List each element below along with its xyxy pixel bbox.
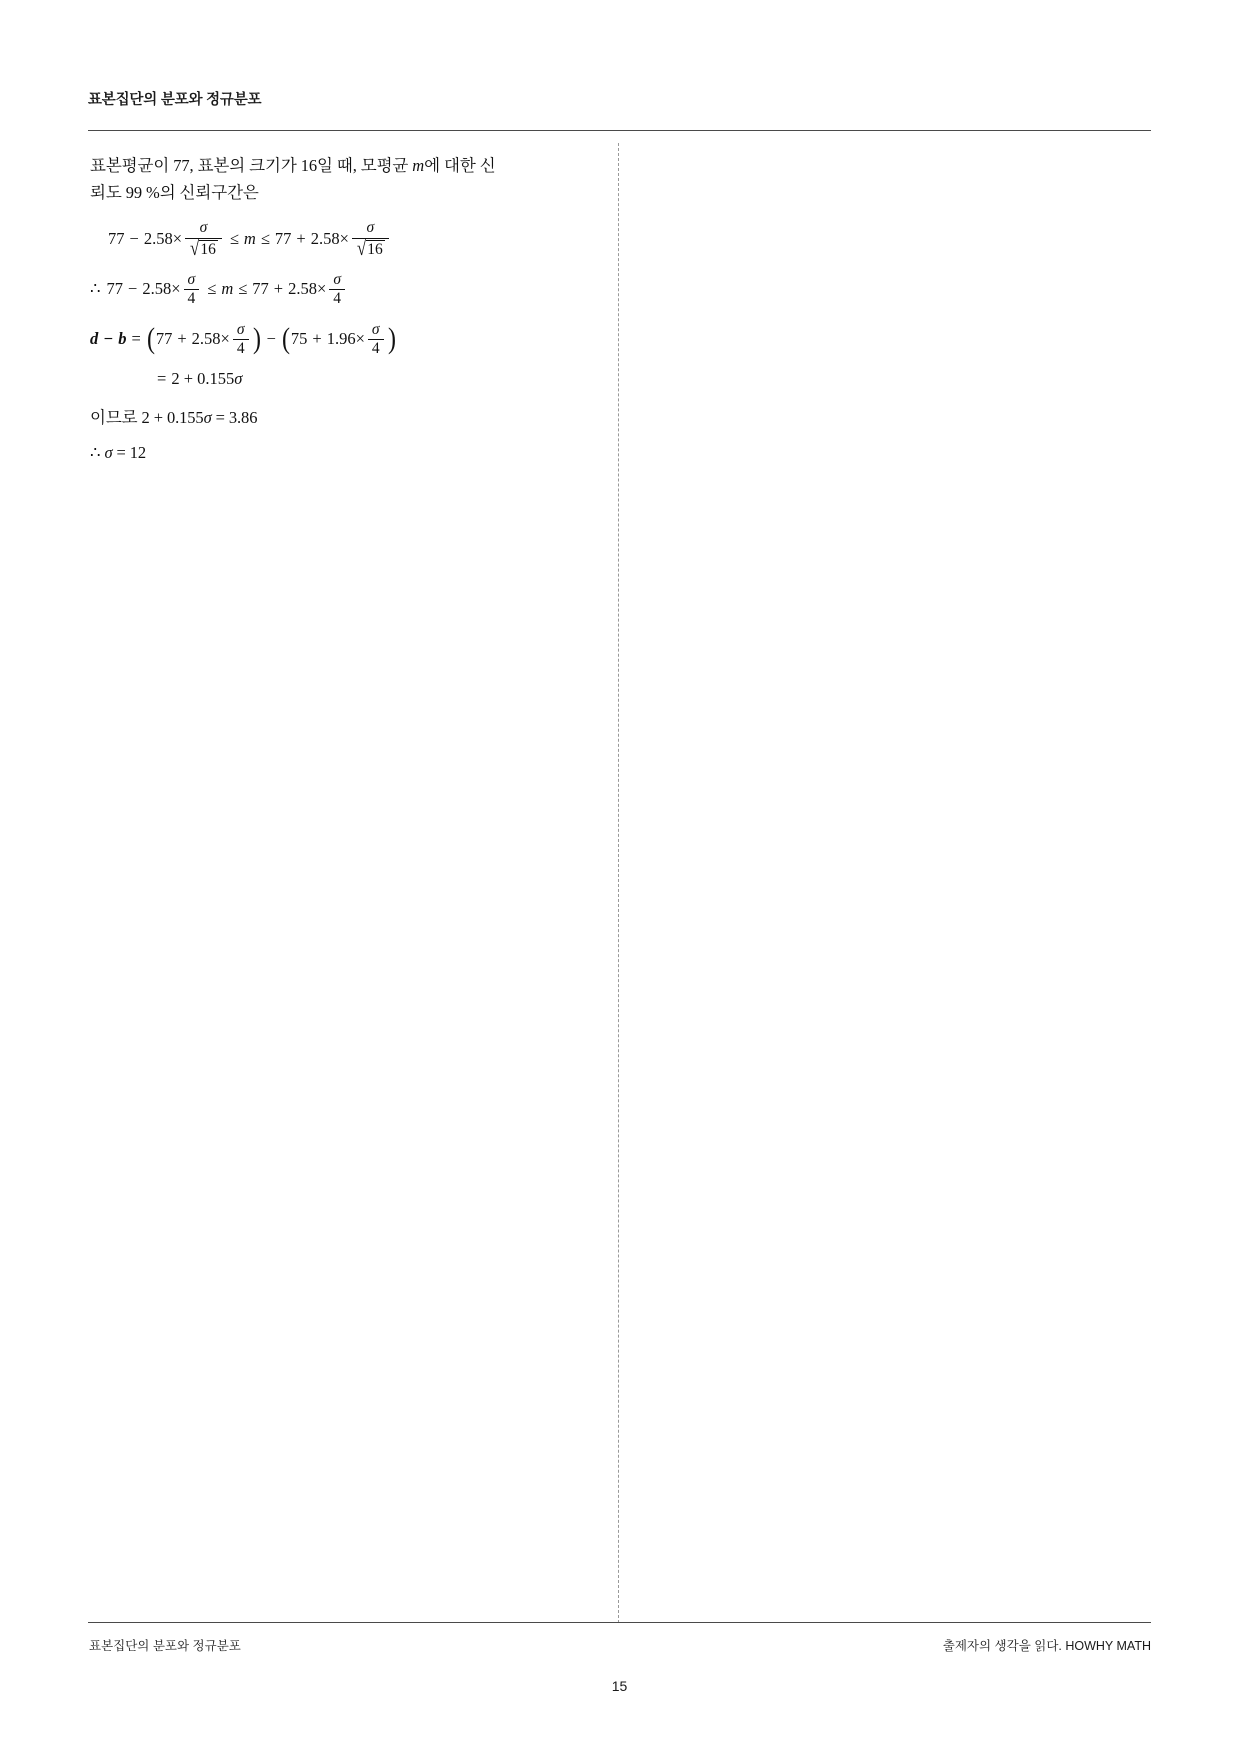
eq4-equals: = <box>157 369 167 389</box>
eq3-group1-denominator: 4 <box>236 339 245 357</box>
radical-symbol: √ <box>356 236 367 260</box>
equation-d-minus-b-result <box>90 371 590 388</box>
eq1-rhs-number: 77 <box>274 228 292 248</box>
intro-confidence-level: 99 % <box>125 183 160 203</box>
eq3-var-d: d <box>90 329 99 349</box>
header-divider-rule <box>88 130 1151 131</box>
intro-text-2: , 표본의 크기가 <box>189 156 301 175</box>
eq1-z-value-b: 2.58 <box>310 228 340 248</box>
footer-right-text: 출제자의 생각을 읽다. HOWHY MATH <box>942 1639 1151 1653</box>
intro-text-3: 일 때, 모평균 <box>317 156 413 175</box>
eq3-open-paren-1: ( <box>146 322 155 356</box>
eq1-le-1: ≤ <box>229 228 239 248</box>
eq2-sigma-a: σ <box>187 270 196 288</box>
given-equals-value: = 3.86 <box>211 407 258 427</box>
eq4-value: 2 + 0.155 <box>171 369 235 389</box>
solution-intro-paragraph <box>90 152 590 206</box>
page-number: 15 <box>611 1678 628 1694</box>
eq1-sigma-a: σ <box>199 219 208 237</box>
eq1-lhs-number: 77 <box>108 228 125 248</box>
eq2-times-a: × <box>171 279 181 299</box>
eq2-sigma-b: σ <box>333 270 341 288</box>
eq3-minus: − <box>103 329 114 349</box>
eq1-le-2: ≤ <box>260 228 270 248</box>
eq2-denominator-b: 4 <box>333 290 342 308</box>
intro-text-1: 표본평균이 <box>90 156 174 175</box>
intro-text-4: 에 대한 신 <box>424 156 496 175</box>
eq2-denominator-a: 4 <box>187 290 196 308</box>
eq1-fraction-b <box>352 220 389 258</box>
line-given-difference <box>90 404 590 431</box>
radical-symbol: √ <box>190 236 200 260</box>
column-divider <box>618 143 619 1623</box>
eq3-group2-plus: + <box>312 329 322 349</box>
eq1-z-value-a: 2.58 <box>143 228 173 248</box>
final-therefore-symbol: ∴ <box>90 442 105 462</box>
eq3-equals: = <box>131 329 141 349</box>
eq2-le-1: ≤ <box>207 279 217 299</box>
eq1-radicand-a: 16 <box>200 240 216 258</box>
eq3-group2-z: 1.96 <box>326 329 356 349</box>
eq3-group2-sigma: σ <box>371 320 380 338</box>
eq3-var-b: b <box>118 329 127 349</box>
eq1-minus: − <box>129 228 139 248</box>
eq1-radicand-b: 16 <box>367 240 383 258</box>
eq2-le-2: ≤ <box>238 279 248 299</box>
eq1-sigma-b: σ <box>366 219 375 237</box>
eq3-group2-number: 75 <box>290 329 308 349</box>
eq2-lhs-number: 77 <box>106 279 123 299</box>
eq2-z-value-b: 2.58 <box>288 279 317 299</box>
eq3-open-paren-2: ( <box>281 322 290 356</box>
eq1-fraction-a <box>185 220 222 258</box>
intro-number-16: 16 <box>300 156 317 175</box>
eq1-times-a: × <box>172 228 182 248</box>
intro-text-6: 의 신뢰구간은 <box>159 183 259 203</box>
eq3-group1-z: 2.58 <box>191 329 221 349</box>
eq2-fraction-a <box>184 272 200 308</box>
final-value: = 12 <box>112 442 147 462</box>
eq2-minus: − <box>128 279 138 299</box>
given-sigma: σ <box>203 407 212 427</box>
eq3-group1-times: × <box>220 329 230 349</box>
equation-d-minus-b <box>90 322 590 358</box>
eq3-group1-plus: + <box>177 329 187 349</box>
eq2-therefore-symbol: ∴ <box>90 279 101 299</box>
footer-divider-rule <box>88 1622 1151 1623</box>
eq2-var-m: m <box>221 279 234 299</box>
intro-number-77: 77 <box>173 156 190 175</box>
eq3-group1-fraction <box>233 322 249 358</box>
page-header <box>88 88 1151 109</box>
eq1-var-m: m <box>243 228 256 248</box>
eq2-plus: + <box>273 279 284 299</box>
line-final-answer <box>90 439 590 466</box>
given-expression: 2 + 0.155 <box>141 407 204 427</box>
intro-text-5: 뢰도 <box>90 183 126 203</box>
eq3-group2-times: × <box>355 329 365 349</box>
eq2-fraction-b <box>329 272 345 308</box>
eq2-times-b: × <box>316 279 327 299</box>
eq1-times-b: × <box>339 228 349 248</box>
eq1-plus: + <box>296 228 306 248</box>
eq3-group2-fraction <box>368 322 384 358</box>
eq4-sigma: σ <box>234 369 243 389</box>
footer-left-text: 표본집단의 분포와 정규분포 <box>89 1639 241 1653</box>
eq3-close-paren-1: ) <box>252 322 261 356</box>
eq2-rhs-number: 77 <box>252 279 269 299</box>
eq3-close-paren-2: ) <box>387 322 396 356</box>
header-title: 표본집단의 분포와 정규분포 <box>88 92 262 108</box>
equation-confidence-interval <box>90 220 590 258</box>
equation-simplified-interval <box>90 272 590 308</box>
given-prefix-text: 이므로 <box>90 407 142 427</box>
eq3-group2-denominator: 4 <box>371 339 380 357</box>
sqrt-icon <box>356 236 385 260</box>
eq3-group1-number: 77 <box>155 329 173 349</box>
intro-var-m: m <box>412 156 425 175</box>
solution-column-left <box>90 152 590 466</box>
eq2-z-value-a: 2.58 <box>142 279 172 299</box>
eq1-sqrt-a <box>185 236 222 260</box>
eq3-group1-sigma: σ <box>236 320 245 338</box>
eq1-sqrt-b <box>352 236 389 260</box>
final-sigma: σ <box>104 442 113 462</box>
eq3-between-minus: − <box>266 329 276 349</box>
sqrt-icon <box>190 236 218 260</box>
